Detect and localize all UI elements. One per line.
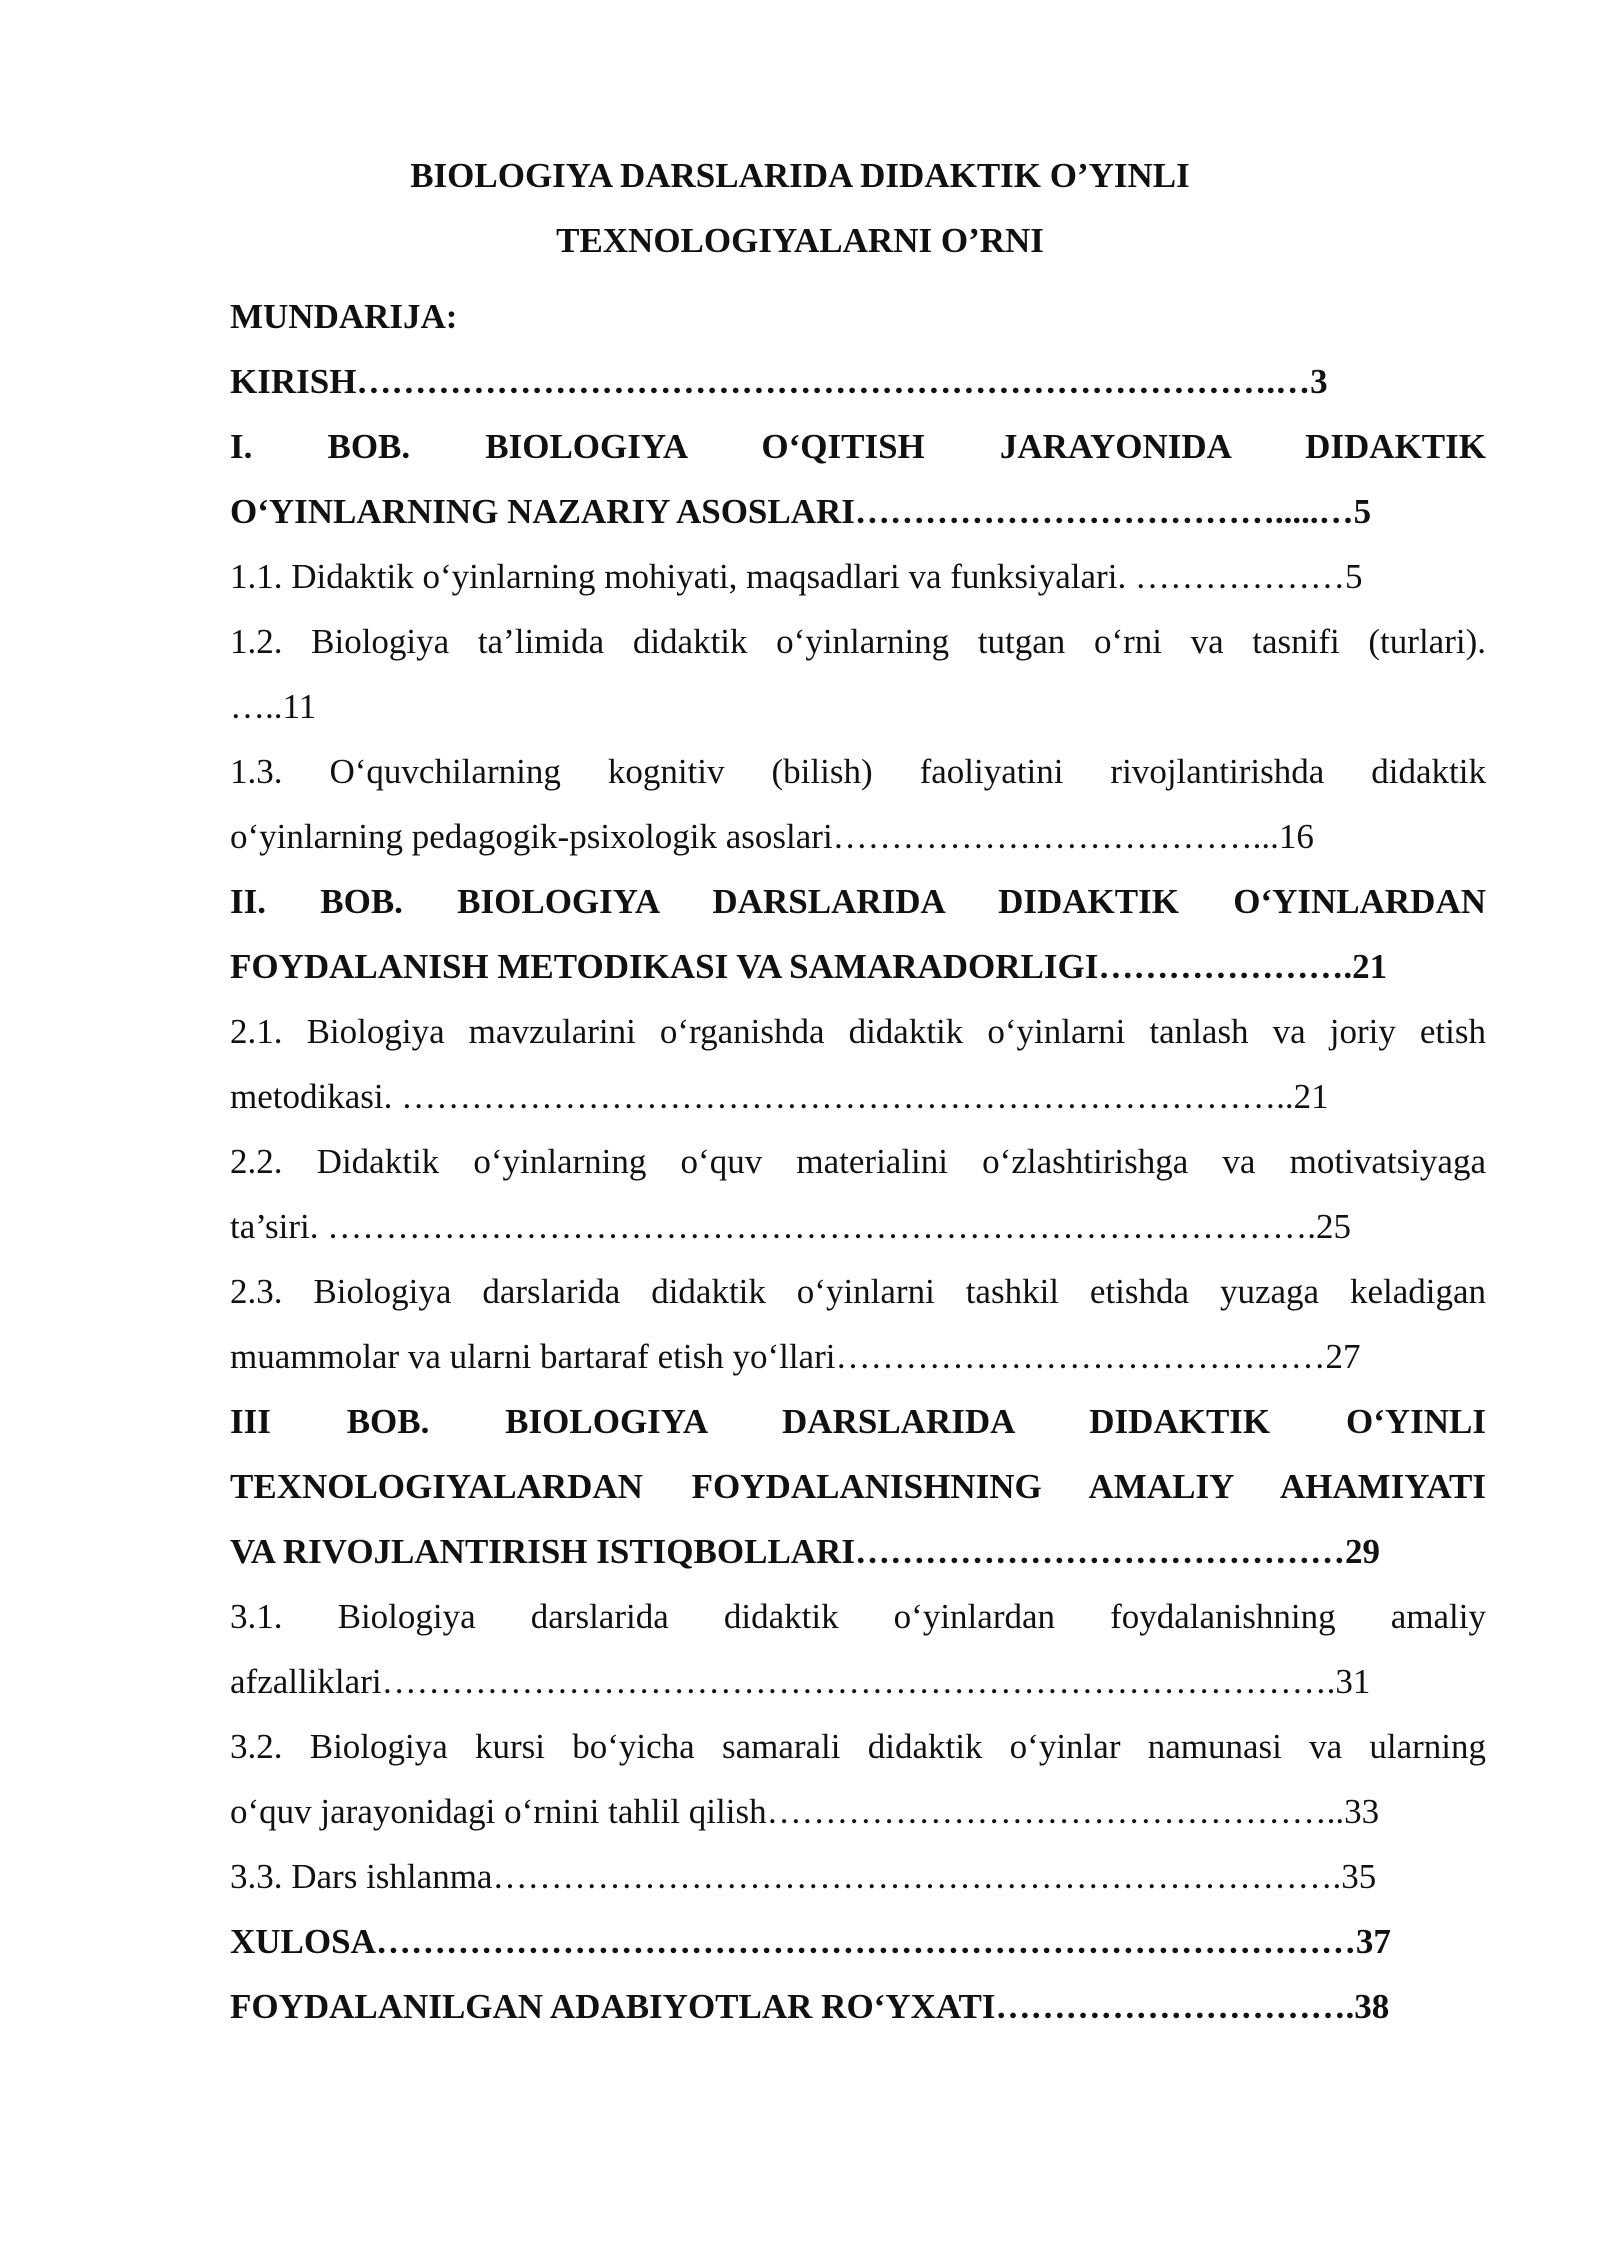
toc-line: 1.1. Didaktik o‘yinlarning mohiyati, maqsadlari va funksiyalari. ………………5 [230, 557, 1363, 596]
toc-line: VA RIVOJLANTIRISH ISTIQBOLLARI……………………………………29 [230, 1532, 1380, 1571]
table-of-contents [230, 284, 1486, 2039]
toc-line: TEXNOLOGIYALARDAN FOYDALANISHNING AMALIY AHAMIYATI [230, 1467, 1486, 1506]
toc-line: XULOSA…………………………………………………………………………37 [230, 1922, 1391, 1961]
toc-line: 1.2. Biologiya ta’limida didaktik o‘yinlarning tutgan o‘rni va tasnifi (turlari). [230, 622, 1486, 661]
toc-line: III BOB. BIOLOGIYA DARSLARIDA DIDAKTIK O‘YINLI [230, 1402, 1486, 1441]
toc-line: 2.2. Didaktik o‘yinlarning o‘quv materialini o‘zlashtirishga va motivatsiyaga [230, 1142, 1486, 1181]
toc-line: FOYDALANILGAN ADABIYOTLAR RO‘YXATI………………………….38 [230, 1987, 1390, 2026]
toc-line: I. BOB. BIOLOGIYA O‘QITISH JARAYONIDA DIDAKTIK [230, 427, 1486, 466]
toc-line: O‘YINLARNING NAZARIY ASOSLARI……………………………….....…5 [230, 492, 1372, 531]
toc-line: II. BOB. BIOLOGIYA DARSLARIDA DIDAKTIK O‘YINLARDAN [230, 882, 1486, 921]
toc-line: KIRISH…………………………………………………………………….…3 [230, 362, 1328, 401]
toc-line: 1.3. O‘quvchilarning kognitiv (bilish) faoliyatini rivojlantirishda didaktik [230, 752, 1486, 791]
toc-line: muammolar va ularni bartaraf etish yo‘llari……………………………………27 [230, 1337, 1361, 1376]
toc-line: ta’siri. ………………………………………………………………………….25 [230, 1207, 1351, 1246]
document-title-line-2: TEXNOLOGIYALARNI O’RNI [556, 221, 1044, 260]
toc-line: metodikasi. …………………………………………………………………..21 [230, 1077, 1329, 1116]
toc-line: o‘yinlarning pedagogik-psixologik asoslari………………………………...16 [230, 817, 1314, 856]
toc-line: 3.3. Dars ishlanma……………………………………………………………….35 [230, 1857, 1377, 1896]
toc-line: o‘quv jarayonidagi o‘rnini tahlil qilish…………………………………………..33 [230, 1792, 1380, 1831]
toc-line: 2.3. Biologiya darslarida didaktik o‘yinlarni tashkil etishda yuzaga keladigan [230, 1272, 1486, 1311]
toc-line: 2.1. Biologiya mavzularini o‘rganishda didaktik o‘yinlarni tanlash va joriy etish [230, 1012, 1486, 1051]
document-title-line-1: BIOLOGIYA DARSLARIDA DIDAKTIK O’YINLI [410, 156, 1190, 195]
toc-line: 3.1. Biologiya darslarida didaktik o‘yinlardan foydalanishning amaliy [230, 1597, 1486, 1636]
toc-line: …..11 [230, 687, 317, 726]
toc-line: 3.2. Biologiya kursi bo‘yicha samarali didaktik o‘yinlar namunasi va ularning [230, 1727, 1486, 1766]
toc-line: afzalliklari……………………………………………………………………….31 [230, 1662, 1371, 1701]
toc-line: FOYDALANISH METODIKASI VA SAMARADORLIGI………………….21 [230, 947, 1388, 986]
toc-heading: MUNDARIJA: [230, 297, 458, 336]
